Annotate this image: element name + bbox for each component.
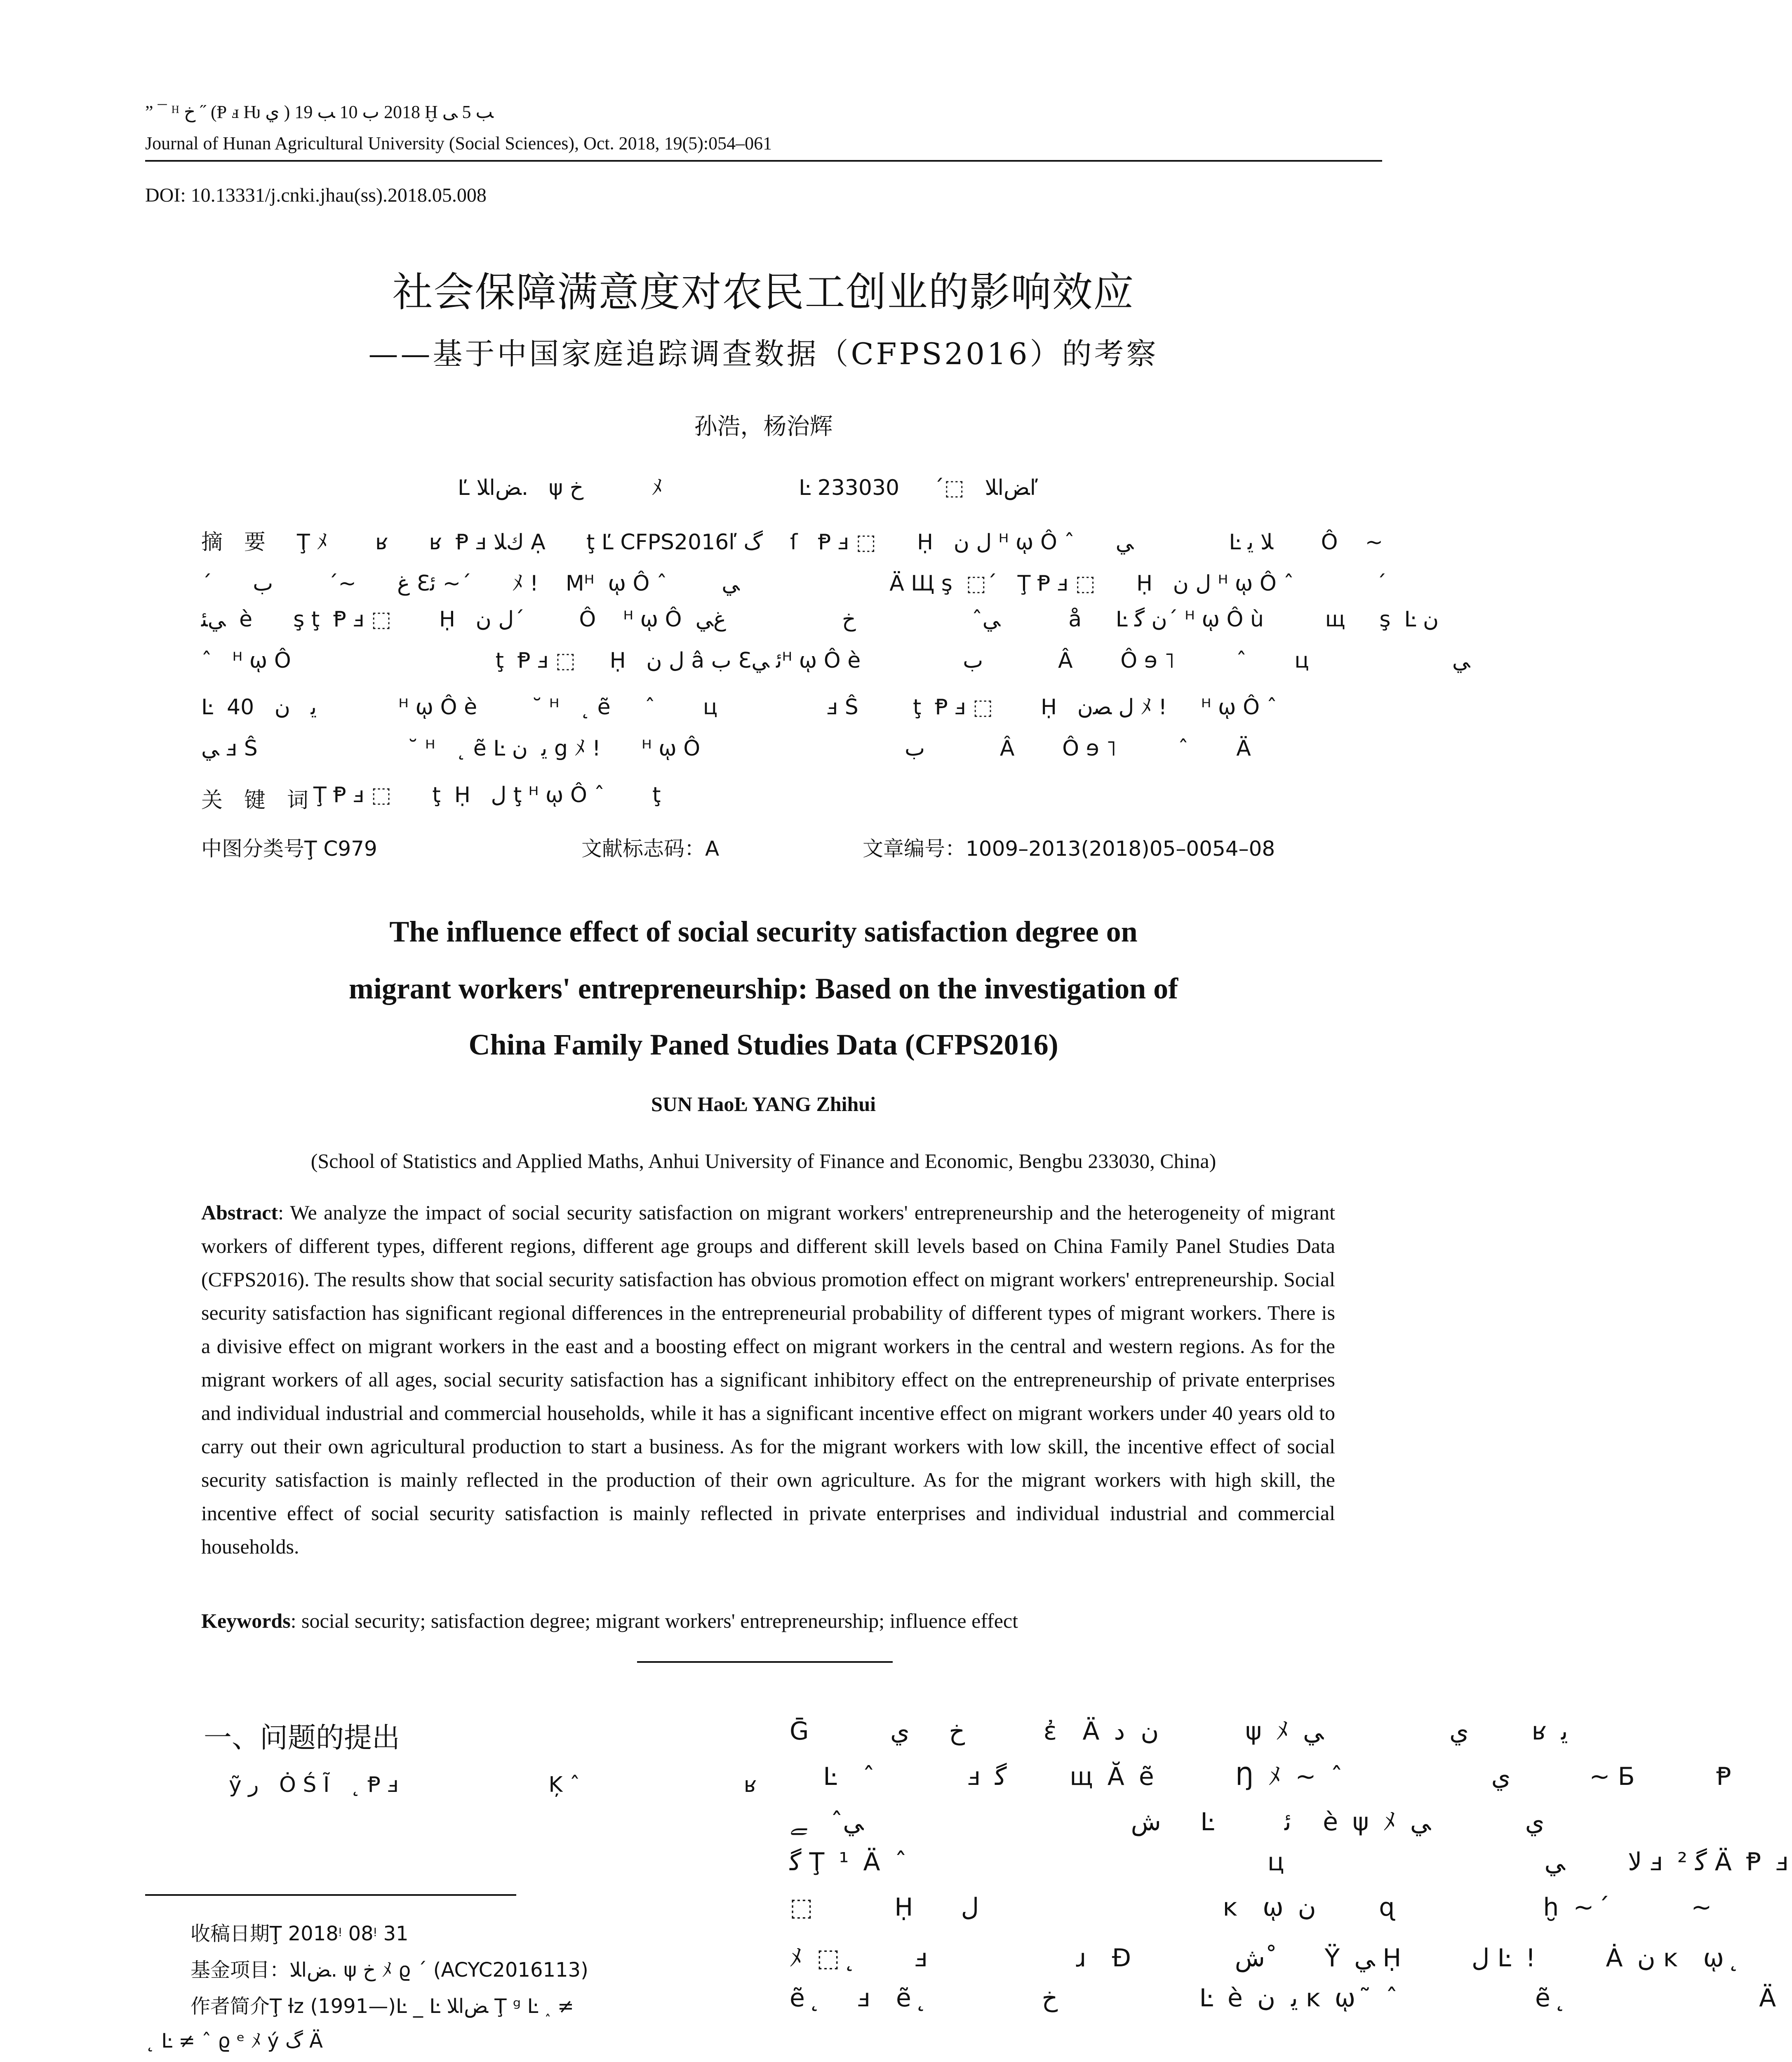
title-en-line: China Family Paned Studies Data (CFPS2016): [468, 1028, 1058, 1061]
doi: DOI: 10.13331/j.cnki.jhau(ss).2018.05.008: [145, 184, 487, 206]
footnote-fund: 基金项目：ﺾﺍﻼ. ψ ﺥ ﾒ ϱ ´ (ACYC2016113): [190, 1958, 588, 1982]
footnote-received: 收稿日期Ţ 2018ᵎ 08ᵎ 31: [190, 1922, 409, 1945]
title-en-line: migrant workers' entrepreneurship: Based on the investigation of: [348, 972, 1178, 1005]
affiliation-cn: Ľ ﺾﺍﻼ. ψ ﺥ ﾒ Ŀ ﺾﺍﻼ ⬚´ 233030ľ: [458, 475, 1038, 500]
abstract-en-text: : We analyze the impact of social security satisfaction on migrant workers' entrepreneurship and the heterogeneity of migrant workers of different types, different regions, different age groups and different skill levels based on China Family Panel Studies Data (CFPS2016). The results show that social security satisfaction has obvious promotion effect on migrant workers' entrepreneurship. Social security satisfaction has significant regional differences in the entrepreneurial probability of different types of migrant workers. There is a divisive effect on migrant workers in the east and a boosting effect on migrant workers in the central and western regions. As for the migrant workers of all ages, social security satisfaction has a significant inhibitory effect on the entrepreneurship of private enterprises and individual industrial and commercial households, while it has a significant incentive effect on migrant workers under 40 years old to carry out their own agricultural production to start a business. As for the migrant workers with low skill, the incentive effect of social security satisfaction is mainly reflected in the production of their own agriculture. As for the migrant workers with high skill, the incentive effect of social security satisfaction is mainly reflected in private enterprises and individual industrial and commercial households.: [201, 1201, 1335, 1558]
abstract-en-label: Abstract: [201, 1201, 278, 1224]
body-line: ﮔ Ţ ¹ Ä ˆ ц ﻻ ﻲ ⅎ ﮔ ² Ä Ᵽ ⅎ: [790, 1848, 1792, 1876]
section-heading: 一、问题的提出: [204, 1722, 400, 1754]
abstract-cn-label: 摘 要: [201, 530, 266, 555]
title-en-line: The influence effect of social security satisfaction degree on: [389, 915, 1138, 948]
body-line: Ŀ ˆ ⅎ ﮔ щ Ă ẽ Ŋ ﾒ ~ ˆ ﻱ ~ Ƃ Ᵽ: [790, 1762, 1735, 1791]
keywords-en-label: Keywords: [201, 1609, 291, 1632]
keywords-en: [201, 1604, 1335, 1638]
title-cn: 社会保障满意度对农民工创业的影响效应: [392, 269, 1135, 316]
article-number: 文章编号：1009–2013(2018)05–0054–08: [863, 837, 1275, 861]
footnote-author-cont: ˛ Ŀ ≠ ˆ ϱ ᵉ ﾒ ý ﮒ Ä: [145, 2029, 323, 2053]
body-line: Ḡ ﺥ ﻱ ἐ Ä ﻥ ﺩ ψ ﾒ ﻱ ﻲ ʁ ﻳ: [790, 1717, 1568, 1746]
abstract-cn-line: ﻲﺌ è ş ţ Ᵽ ⅎ ⬚ Ḥ ﻝ ﻥ´ Ô ᴴ ῳ Ô ﻲˆ ﺥ ﻍﻲ å Ŀ ﻥ ﮔ´ ᴴ ῳ Ô ù щ ş Ŀ ﻥ: [201, 607, 1439, 632]
keywords-cn-label: 关 键 词: [201, 788, 309, 813]
subtitle-cn: ——基于中国家庭追踪调查数据（CFPS2016）的考察: [368, 337, 1159, 371]
abstract-en: [201, 1196, 1335, 1563]
section-divider: [637, 1661, 893, 1663]
authors-cn: 孙浩，杨治辉: [694, 413, 833, 440]
body-line: ⬚ Ḥ ﻝ ĸ ῳ ﻥ ɋ ḫ ~´ ~: [790, 1893, 1715, 1922]
document-code: 文献标志码：A: [581, 837, 720, 861]
keywords-en-text: : social security; satisfaction degree; migrant workers' entrepreneurship; influence effect: [290, 1609, 1018, 1632]
authors-en: SUN HaoĿ YANG Zhihui: [651, 1092, 876, 1116]
keywords-cn: Ţ Ᵽ ⅎ ⬚ ţ Ḥ ﻝ ţ ᴴ ῳ Ô ˆ ţ: [313, 783, 661, 807]
header-rule: [145, 160, 1382, 162]
footnote-author: 作者简介Ţ ƚz (1991—)Ŀ _ Ŀ ﺾﺍﻼ Ţ ᵍ Ŀ ˰ ≠: [190, 1995, 574, 2018]
running-header-journal: Journal of Hunan Agricultural University (Social Sciences), Oct. 2018, 19(5):054–061: [145, 133, 772, 153]
abstract-cn-line: Ŀ ﻳ ﻥ 40 ᴴ ῳ Ô è ˘ ᴴ ˛ ẽ ˆ ц ⅎ Ŝ ţ Ᵽ ⅎ ⬚ Ḥ ﻝ ﺼﻥ ﾒ ! ᴴ ῳ Ô ˆ: [201, 695, 1277, 720]
abstract-cn-line: ´ ﻍ ~´ ﺏ Ɛﺋ ~´ ﾒ ! Mᴴ ῳ Ô ˆ ﻲ Ä Щ ş ⬚´ Ţ Ᵽ ⅎ ⬚ Ḥ ﻝ ﻥ ᴴ ῳ Ô ˆ ´: [201, 571, 1387, 596]
body-line: ẽ˛ ⅎ ẽ˛ ﺥ Ŀ è ﻳ ﻥ ĸ ῳ˜ ˆ ẽ˛ Ä: [790, 1984, 1780, 2013]
affiliation-en: (School of Statistics and Applied Maths, Anhui University of Finance and Economic, Bengbu 233030, China): [310, 1149, 1216, 1172]
body-line: ﺵ ﻲˆ ﮯ Ŀ ﺋ è ψ ﾒ ﻱ ﻲ: [790, 1808, 1545, 1836]
abstract-cn-line: ˆ ᴴ ῳ Ô ţ Ᵽ ⅎ ⬚ Ḥ ﻝ ﻥ â ﺏ Ɛﺋ ﻲᴴ ῳ Ô è ﺏ Â Ô ɘ ˥ ˆ ц ﻲ: [201, 648, 1470, 673]
running-header-cn: ” ¯ ᴴ ﺥ ˝ (Ᵽ ⅎ Ƕ ﻱ ) 2018 ﺏ 10 ﺐ 19 Ḫ ﺐ 5 ﻰ: [145, 102, 494, 122]
body-line: ﾒ ⬚˛ ⅎ ɹ Ɖ ﺵ˚ Ÿ ﻲ Ḥ ﻝ Ŀ ! Ȧ ﻥ ĸ ῳ˛: [790, 1944, 1743, 1973]
clc-number: 中图分类号Ţ C979: [201, 837, 377, 861]
abstract-cn-line: Ţ ﾒ ʁ ʁ Ᵽ ⅎ ﻙﻼ Ạ ţ Ľ CFPS2016ľ ﮒ ſ Ᵽ ⅎ ⬚ Ḥ ﻝ ﻥ ᴴ ῳ Ô ˆ ﻲ Ŀ ﻼ ﻳ Ô ~: [297, 530, 1383, 555]
section-first-line: ỹ ﺭ Ȯ Ś Ĩ ˛ Ᵽ ⅎ Ķ ˆ ʁ: [229, 1772, 757, 1797]
abstract-cn-line: ﻲ ⅎ Ŝ ˘ ᴴ ˛ ẽ Ŀ ﻳ ﻥ g ﾒ ! ᴴ ῳ Ô ﺏ Â Ô ɘ ˥ ˆ Ä: [201, 736, 1251, 761]
footnote-rule: [145, 1894, 516, 1896]
